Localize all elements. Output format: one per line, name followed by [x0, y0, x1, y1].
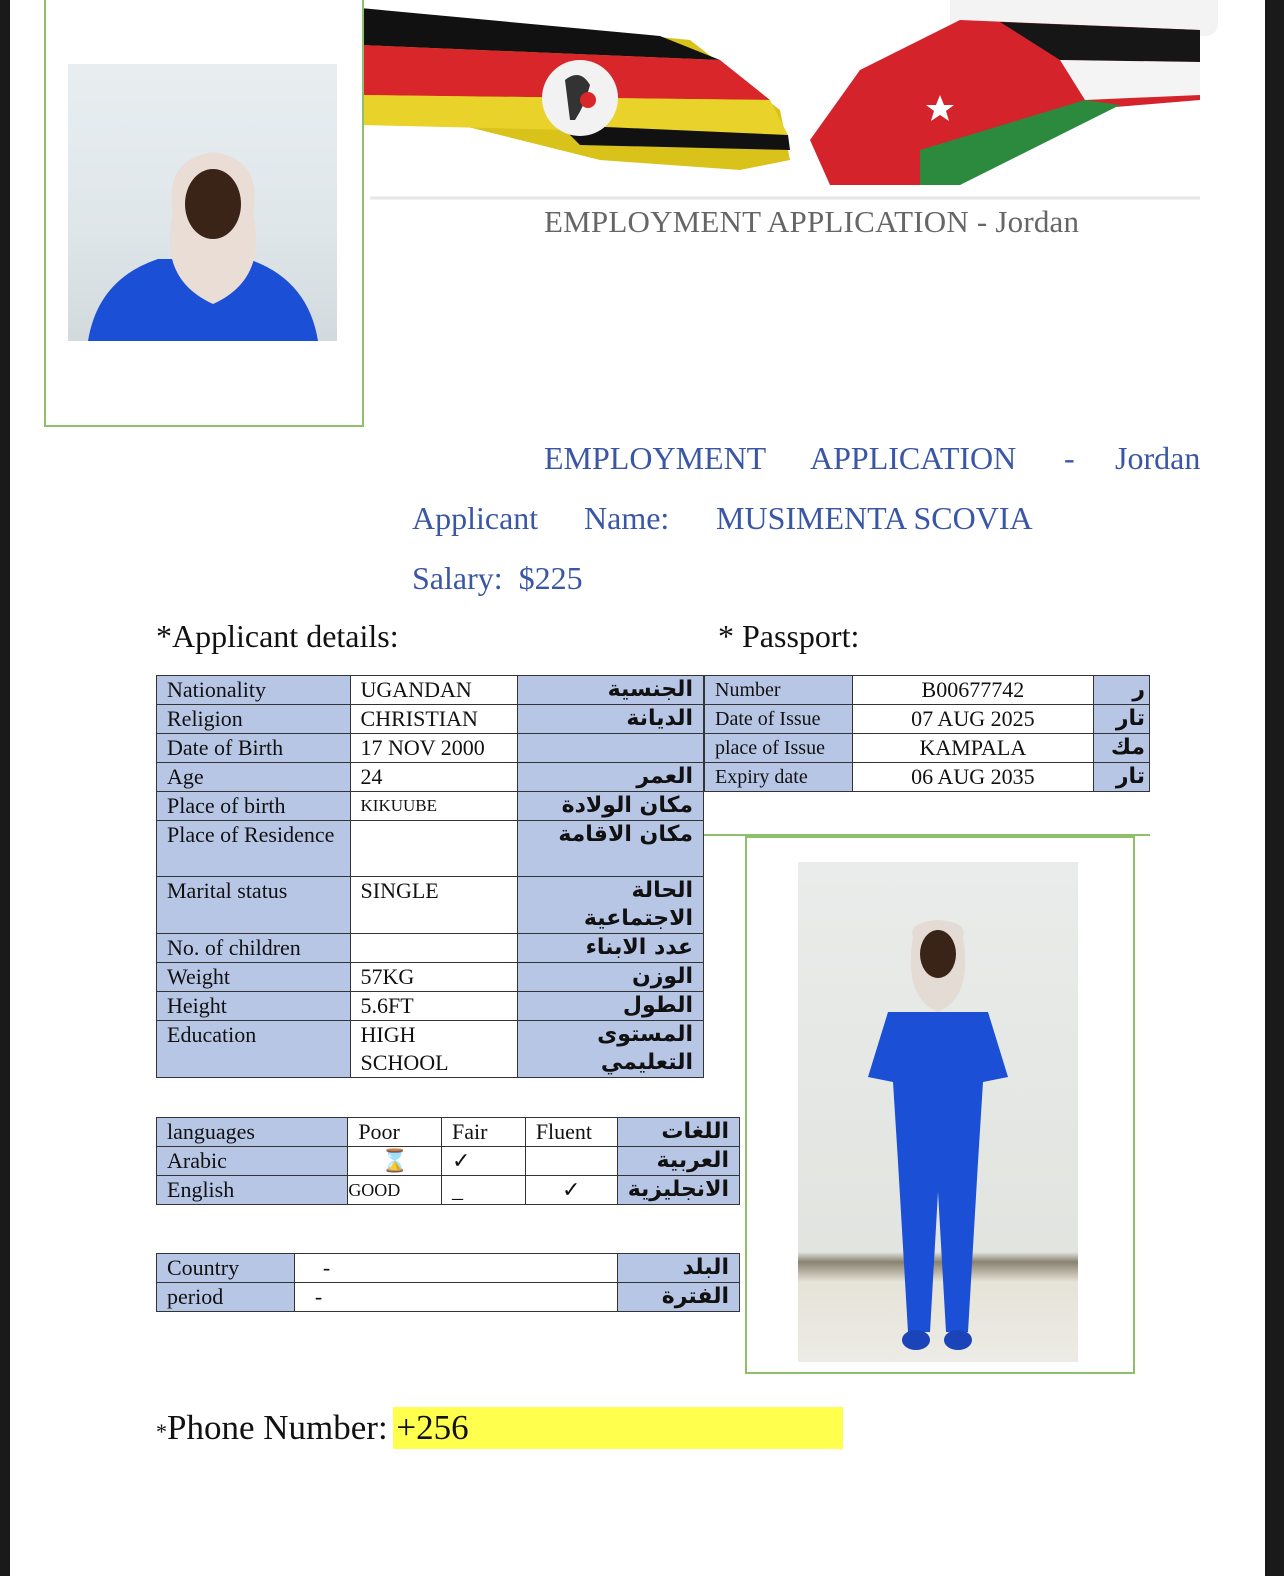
language-fair: ✓: [442, 1147, 526, 1176]
details-label: Marital status: [157, 877, 351, 934]
passport-label: place of Issue: [705, 734, 853, 763]
details-row: [157, 877, 704, 934]
languages-header-row: [157, 1118, 740, 1147]
applicant-name-line: [412, 500, 1112, 540]
language-arabic-label: العربية: [617, 1147, 739, 1176]
applicant-details-table: [156, 675, 704, 1078]
experience-row: [157, 1254, 740, 1283]
frame-top-line: [704, 834, 1150, 836]
passport-row: [705, 763, 1150, 792]
details-arabic-label: العمر: [518, 763, 704, 792]
details-value: HIGH SCHOOL: [350, 1021, 518, 1078]
details-row: [157, 992, 704, 1021]
details-label: Date of Birth: [157, 734, 351, 763]
passport-label: Expiry date: [705, 763, 853, 792]
passport-arabic-label: مك: [1094, 734, 1150, 763]
details-row: [157, 792, 704, 821]
experience-value: -: [294, 1254, 617, 1283]
language-row: [157, 1147, 740, 1176]
details-arabic-label: [518, 734, 704, 763]
details-row: [157, 705, 704, 734]
language-arabic-label: الانجليزية: [617, 1176, 739, 1205]
phone-value: : +256: [377, 1408, 469, 1447]
passport-value: KAMPALA: [852, 734, 1093, 763]
passport-arabic-label: تار: [1094, 763, 1150, 792]
details-row: [157, 963, 704, 992]
details-row: [157, 763, 704, 792]
full-body-figure: [798, 862, 1078, 1362]
experience-label: Country: [157, 1254, 295, 1283]
passport-row: [705, 734, 1150, 763]
language-poor: ⌛: [348, 1147, 442, 1176]
details-value: 5.6FT: [350, 992, 518, 1021]
details-value: [350, 934, 518, 963]
jordan-flag-hand: [810, 20, 1200, 185]
language-fair: _: [442, 1176, 526, 1205]
full-body-photo: [798, 862, 1078, 1362]
passport-arabic-label: ر: [1094, 676, 1150, 705]
main-title-word1: EMPLOYMENT: [544, 440, 767, 476]
details-value: SINGLE: [350, 877, 518, 934]
details-label: Education: [157, 1021, 351, 1078]
details-arabic-label: عدد الابناء: [518, 934, 704, 963]
details-label: No. of children: [157, 934, 351, 963]
experience-arabic-label: البلد: [618, 1254, 740, 1283]
passport-table: [704, 675, 1150, 792]
passport-value: 07 AUG 2025: [852, 705, 1093, 734]
details-arabic-label: مكان الولادة: [518, 792, 704, 821]
details-arabic-label: المستوى التعليمي: [518, 1021, 704, 1078]
languages-header-fair: Fair: [442, 1118, 526, 1147]
main-title: [544, 440, 1204, 480]
phone-label: Phone Number: [167, 1408, 378, 1447]
details-value: KIKUUBE: [350, 792, 518, 821]
passport-label: Number: [705, 676, 853, 705]
applicant-details-heading: *Applicant details:: [156, 618, 399, 654]
phone-asterisk: *: [156, 1419, 167, 1444]
experience-value: -: [294, 1283, 617, 1312]
main-title-word3: Jordan: [1115, 440, 1201, 476]
details-label: Age: [157, 763, 351, 792]
handshake-flags-banner: [360, 0, 1200, 200]
uganda-flag-hand: [360, 8, 790, 170]
details-value: 17 NOV 2000: [350, 734, 518, 763]
passport-row: [705, 676, 1150, 705]
details-arabic-label: مكان الاقامة: [518, 821, 704, 877]
details-value: 57KG: [350, 963, 518, 992]
languages-table: [156, 1117, 740, 1205]
salary-label: Salary:: [412, 560, 503, 596]
details-value: UGANDAN: [350, 676, 518, 705]
experience-arabic-label: الفترة: [618, 1283, 740, 1312]
details-row: [157, 734, 704, 763]
passport-arabic-label: تار: [1094, 705, 1150, 734]
languages-header-arabic: اللغات: [617, 1118, 739, 1147]
applicant-name-value: MUSIMENTA SCOVIA: [716, 500, 1033, 536]
details-value: [350, 821, 518, 877]
languages-header-fluent: Fluent: [525, 1118, 617, 1147]
details-label: Place of birth: [157, 792, 351, 821]
details-row: [157, 1021, 704, 1078]
details-arabic-label: الطول: [518, 992, 704, 1021]
salary-line: [412, 560, 712, 600]
passport-label: Date of Issue: [705, 705, 853, 734]
experience-label: period: [157, 1283, 295, 1312]
passport-value: 06 AUG 2035: [852, 763, 1093, 792]
details-label: Place of Residence: [157, 821, 351, 877]
language-row: [157, 1176, 740, 1205]
passport-value: B00677742: [852, 676, 1093, 705]
details-label: Religion: [157, 705, 351, 734]
details-label: Nationality: [157, 676, 351, 705]
header-title: EMPLOYMENT APPLICATION - Jordan: [544, 204, 1080, 239]
language-poor: GOOD: [348, 1176, 442, 1205]
details-row: [157, 821, 704, 877]
phone-line: [156, 1408, 469, 1448]
salary-value: $225: [518, 560, 583, 596]
details-row: [157, 676, 704, 705]
passport-row: [705, 705, 1150, 734]
details-label: Height: [157, 992, 351, 1021]
details-row: [157, 934, 704, 963]
details-value: 24: [350, 763, 518, 792]
language-label: English: [157, 1176, 348, 1205]
passport-heading: * Passport:: [718, 618, 860, 654]
details-label: Weight: [157, 963, 351, 992]
main-title-word2: APPLICATION: [810, 440, 1017, 476]
languages-header-label: languages: [157, 1118, 348, 1147]
applicant-label-1: Applicant: [412, 500, 539, 536]
language-fluent: [525, 1147, 617, 1176]
main-title-dash: -: [1064, 440, 1075, 476]
portrait-photo: [68, 64, 337, 341]
details-value: CHRISTIAN: [350, 705, 518, 734]
details-arabic-label: الديانة: [518, 705, 704, 734]
portrait-figure: [68, 64, 337, 341]
language-label: Arabic: [157, 1147, 348, 1176]
experience-table: [156, 1253, 740, 1312]
experience-row: [157, 1283, 740, 1312]
details-arabic-label: الحالة الاجتماعية: [518, 877, 704, 934]
details-arabic-label: الجنسية: [518, 676, 704, 705]
languages-header-poor: Poor: [348, 1118, 442, 1147]
language-fluent: ✓: [525, 1176, 617, 1205]
applicant-label-2: Name:: [584, 500, 670, 536]
details-arabic-label: الوزن: [518, 963, 704, 992]
document-page: [10, 0, 1265, 1576]
